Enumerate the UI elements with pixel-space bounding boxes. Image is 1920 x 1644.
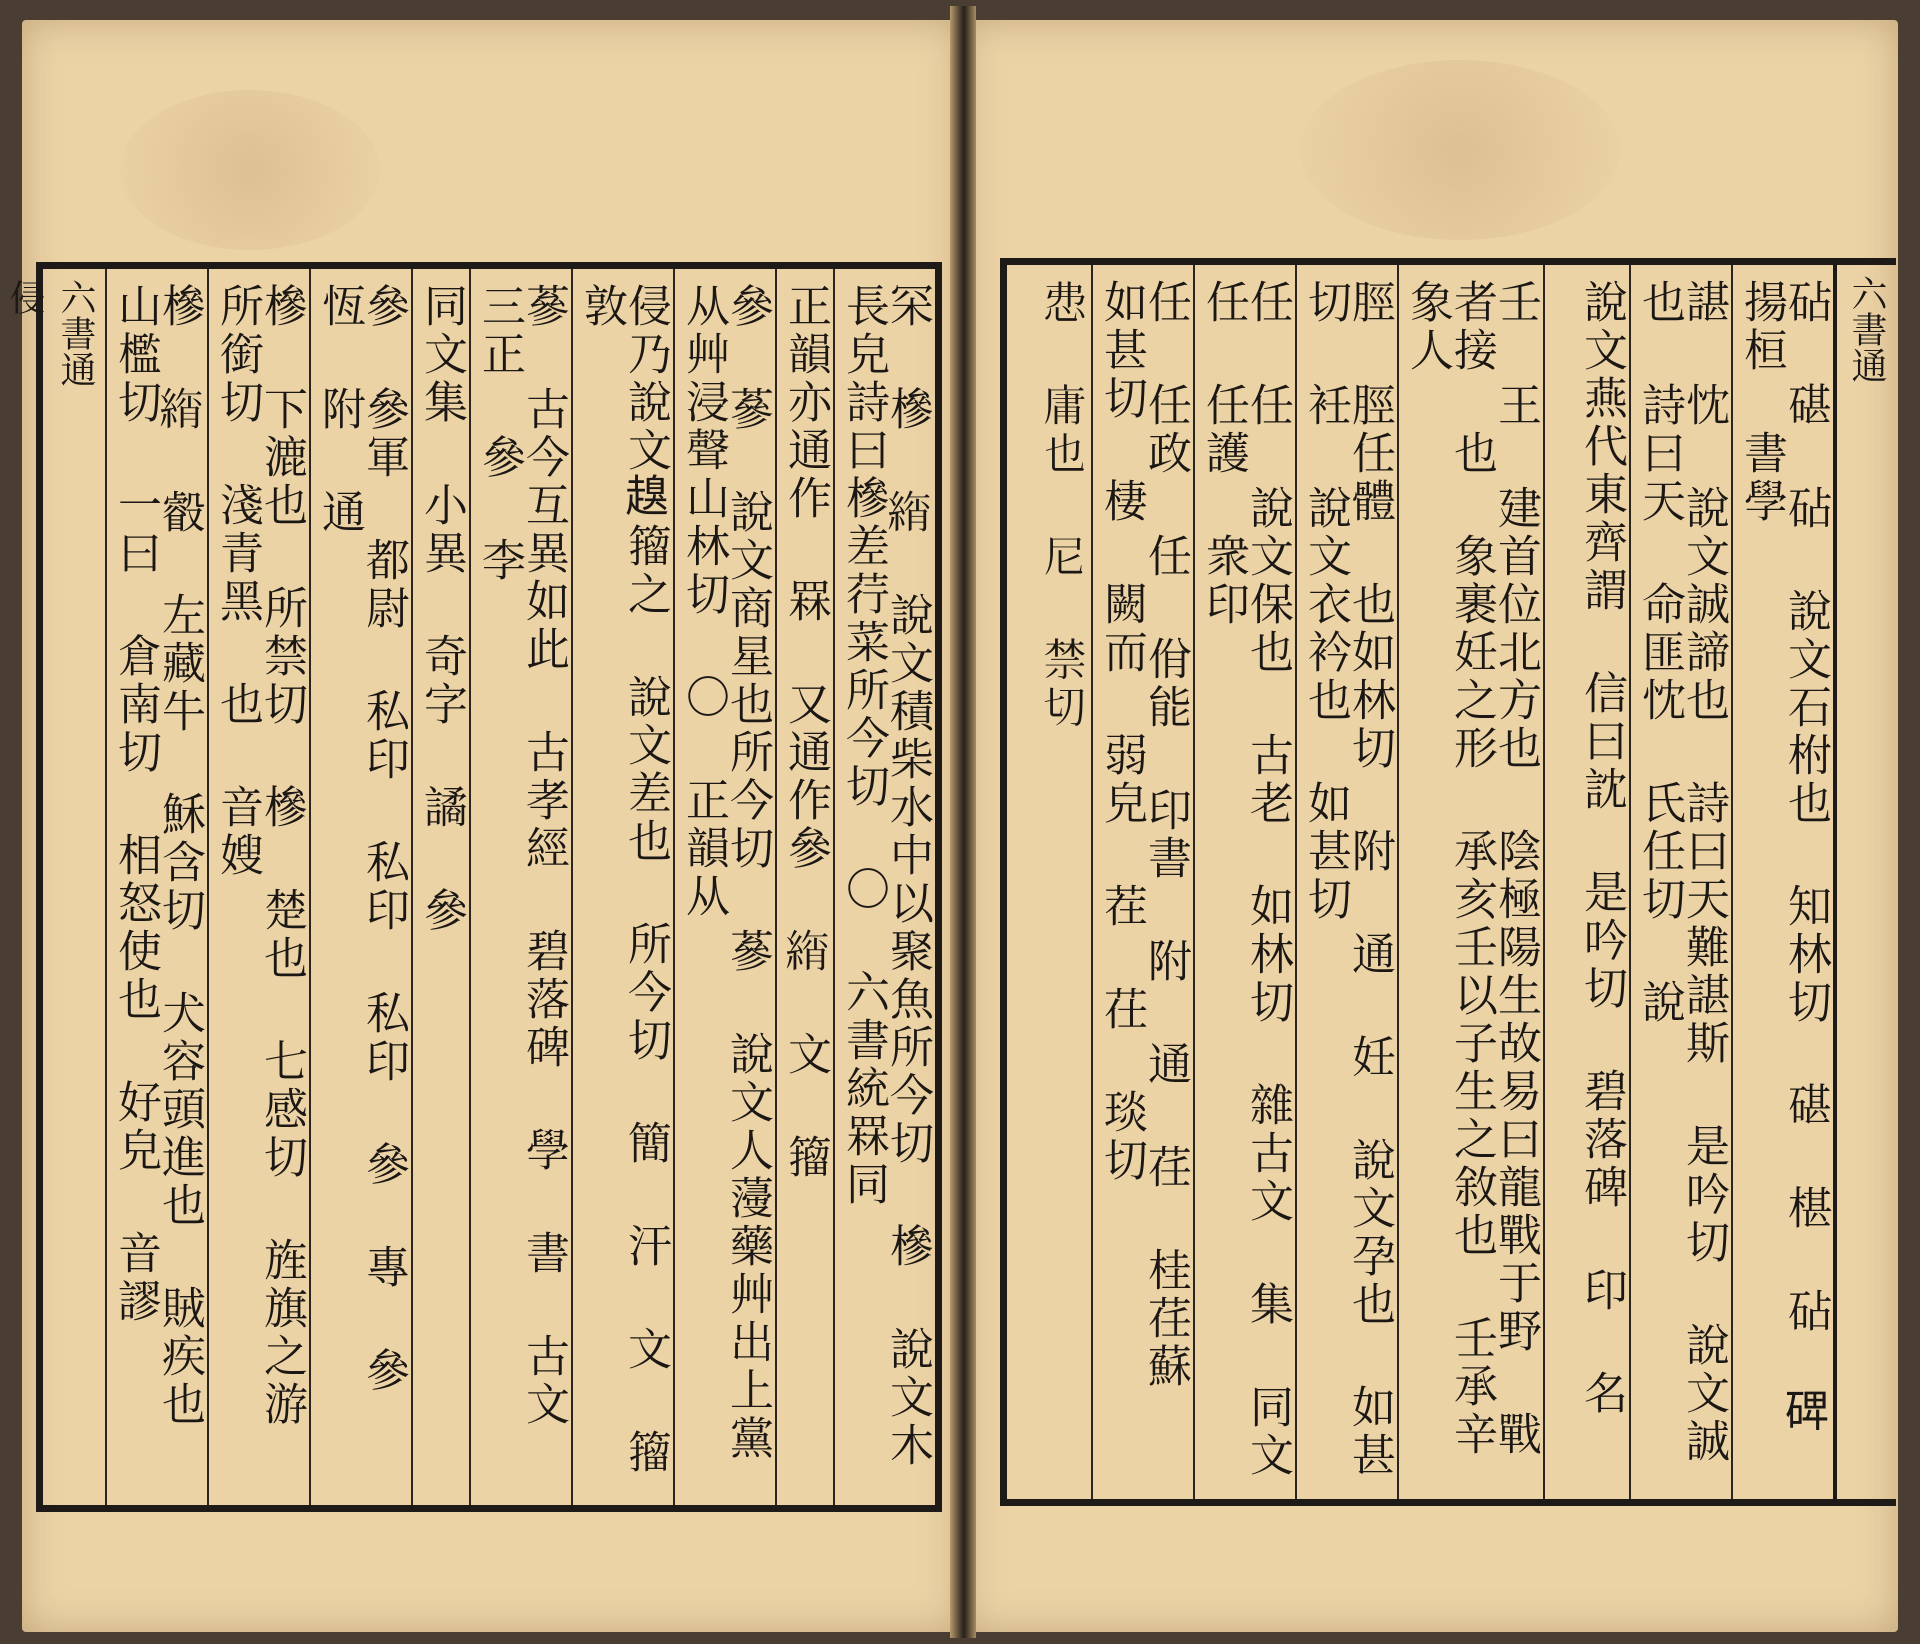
- left-margin-column: [0, 269, 105, 1505]
- right-margin-column: [1833, 265, 1896, 1499]
- right-columns: [1007, 265, 1896, 1499]
- book-title-right: 六書通: [1846, 275, 1887, 383]
- right-column-5: 脛 脛任體 也如林切 附 通 妊 說文孕也 如甚切 衽 說文衣衿也 如甚切: [1295, 265, 1397, 1499]
- right-column-8: 𢘍 庸也 尼 禁切: [1038, 279, 1089, 732]
- right-column-2: 諶 忱 說文誠諦也 詩曰天難諶斯 是吟切 說文誠也 詩曰天 命匪忱 氏任切 說: [1629, 265, 1731, 1499]
- left-column-6: 同文集 小異 奇字 譎 參: [411, 269, 469, 1505]
- rhyme-label: 侵: [4, 279, 45, 315]
- paper-stain: [120, 90, 380, 250]
- right-column-7: 任 任政 任 佾能 印書 附 通 荏 桂荏蘇 如甚切 棲 闕而 弱皃 茬 茌 琰切: [1091, 265, 1193, 1499]
- left-column-3: 參 蔘 說文商星也所今切 蔘 說文人薓藥艸出上黨从艸浸聲山林切 〇 正韻从: [673, 269, 775, 1505]
- left-column-5: 蔘 古今互異如此 古孝經 碧落碑 學 書 古文 三正 參 李: [469, 269, 571, 1505]
- left-column-8: 槮 下漉也 所禁切 槮 楚也 七感切 旌旗之游 所銜切 淺青黑 也 音嫂: [207, 269, 309, 1505]
- right-column-4: 壬 王 建首位北方也 陰極陽生故易曰龍戰于野 戰者接 也 象裹妊之形 承亥壬以子生之敘也 壬承辛象人: [1397, 265, 1543, 1499]
- left-columns: [4, 269, 935, 1505]
- left-column-2: 正韻亦通作 罧 又通作參 𦂚 文 籀: [775, 269, 833, 1505]
- left-text-block: [4, 262, 942, 1512]
- right-column-6: 任 任 說文保也 古老 如林切 雜古文 集 同文 任 任護 衆印: [1193, 265, 1295, 1499]
- left-column-7: 參 參軍 都尉 私印 私印 私印 參 專 參 恆 附 通: [309, 269, 411, 1505]
- book-title: 六書通: [55, 279, 96, 387]
- left-column-9: 槮 𦂚 㲊 左藏牛 穌含切 犬容頭進也 賊疾也 山檻切 一曰 倉南切 相怒使也 好皃 音謬: [105, 269, 207, 1505]
- left-column-1: 罙 槮 𦂚 說文積柴水中以聚魚所今切 槮 說文木長皃詩曰槮差荇菜所今切 〇 六書統罧同: [833, 269, 935, 1505]
- paper-stain: [1300, 60, 1620, 240]
- book-gutter: [950, 6, 976, 1638]
- left-column-4: 侵乃說文𧽒籀之 說文差也 所今切 簡 汗 文 籀 敦: [571, 269, 673, 1505]
- right-text-block: [1000, 258, 1896, 1506]
- right-column-3: 說文燕代東齊謂 信曰訦 是吟切 碧落碑 印 名: [1543, 265, 1629, 1499]
- right-column-1: 砧 碪 砧 說文石柎也 知林切 碪 椹 砧 𥓓 揚桓 書學: [1731, 265, 1833, 1499]
